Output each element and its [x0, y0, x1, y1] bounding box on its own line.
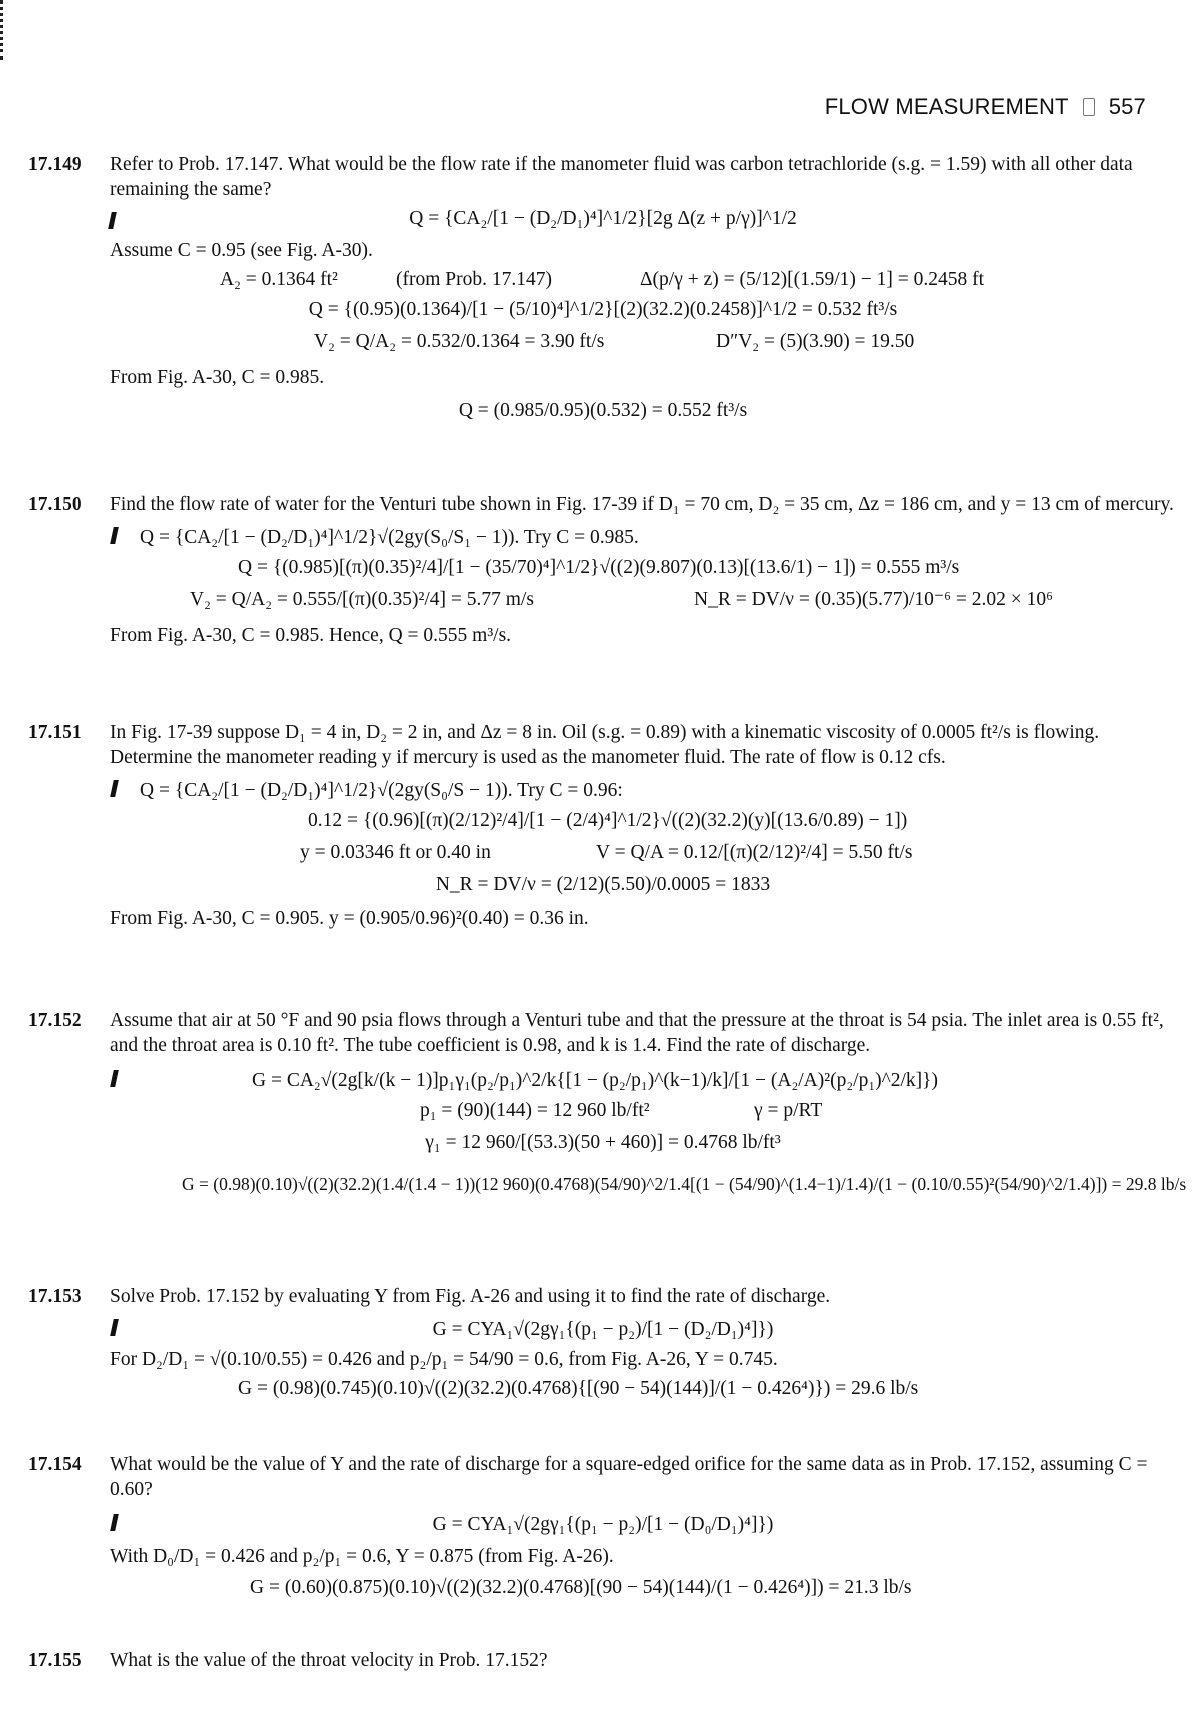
problem-text: What is the value of the throat velocity in Prob. 17.152? — [110, 1650, 548, 1671]
equation-line — [28, 553, 1178, 585]
note: From Fig. A-30, C = 0.985. Hence, Q = 0.555 m³/s. — [110, 625, 512, 646]
equation: γ₁ = 12 960/[(53.3)(50 + 460)] = 0.4768 lb/ft³ — [425, 1132, 781, 1153]
equation: Q = {CA₂/[1 − (D₂/D₁)⁴]^1/2}[2g Δ(z + p/γ)]^1/2 — [409, 208, 797, 229]
problem-text: Refer to Prob. 17.147. What would be the flow rate if the manometer fluid was carbon tetrachloride (s.g. = 1.59) with all other data remaining the same? — [110, 154, 1133, 200]
equation-line — [28, 521, 1178, 553]
problem-text: Solve Prob. 17.152 by evaluating Y from Fig. A-26 and using it to find the rate of discharge. — [110, 1286, 831, 1307]
equation-line — [28, 1096, 1178, 1128]
equation: G = CYA₁√(2gγ₁{(p₁ − p₂)/[1 − (D₂/D₁)⁴]}) — [432, 1319, 774, 1340]
solution-mark-icon — [110, 1070, 119, 1087]
problem-text: What would be the value of Y and the rate of discharge for a square-edged orifice for the same data as in Prob. 17.152, assuming C = 0.60? — [110, 1454, 1148, 1500]
page-header — [825, 94, 1146, 120]
equation-line — [28, 1064, 1178, 1096]
equation-line — [28, 1160, 1187, 1210]
problem-17-153 — [28, 1284, 1178, 1404]
equation: N_R = DV/ν = (0.35)(5.77)/10⁻⁶ = 2.02 × 10⁶ — [694, 589, 1053, 610]
equation: V₂ = Q/A₂ = 0.532/0.1364 = 3.90 ft/s — [314, 331, 605, 352]
box-glyph-icon — [1083, 98, 1095, 116]
equation: y = 0.03346 ft or 0.40 in — [300, 842, 491, 863]
equation-line — [28, 1569, 1178, 1601]
note: From Fig. A-30, C = 0.985. — [110, 367, 325, 388]
equation-line — [28, 1128, 1178, 1160]
equation: G = (0.60)(0.875)(0.10)√((2)(32.2)(0.4768)[(90 − 54)(144)/(1 − 0.426⁴)]) = 21.3 lb/s — [250, 1577, 912, 1598]
equation: A₂ = 0.1364 ft² — [220, 269, 338, 290]
solution-mark-icon — [110, 527, 119, 544]
problem-number: 17.154 — [28, 1454, 82, 1475]
equation: Δ(p/γ + z) = (5/12)[(1.59/1) − 1] = 0.2458 ft — [640, 269, 985, 290]
equation: p₁ = (90)(144) = 12 960 lb/ft² — [420, 1100, 650, 1121]
problem-text: Find the flow rate of water for the Venturi tube shown in Fig. 17-39 if D₁ = 70 cm, D₂ = 35 cm, Δz = 186 cm, and y = 13 cm of mercury. — [110, 494, 1174, 515]
scan-edge-mark — [0, 0, 6, 60]
note: From Fig. A-30, C = 0.905. y = (0.905/0.96)²(0.40) = 0.36 in. — [110, 908, 589, 929]
equation-line — [28, 394, 1178, 426]
note: With D₀/D₁ = 0.426 and p₂/p₁ = 0.6, Y = 0.875 (from Fig. A-26). — [110, 1546, 614, 1567]
solution-mark-icon — [110, 780, 119, 797]
problem-number: 17.155 — [28, 1650, 82, 1671]
equation: Q = {(0.985)[(π)(0.35)²/4]/[1 − (35/70)⁴]^1/2}√((2)(9.807)(0.13)[(13.6/1) − 1]) = 0.555 m³/s — [238, 557, 960, 578]
problem-17-154 — [28, 1452, 1178, 1601]
problem-17-155 — [28, 1648, 1178, 1673]
equation: V₂ = Q/A₂ = 0.555/[(π)(0.35)²/4] = 5.77 m/s — [190, 589, 534, 610]
equation-note: (from Prob. 17.147) — [396, 269, 552, 290]
equation: 0.12 = {(0.96)[(π)(2/12)²/4]/[1 − (2/4)⁴]^1/2}√((2)(32.2)(y)[(13.6/0.89) − 1]) — [308, 810, 908, 831]
problem-number: 17.151 — [28, 722, 82, 743]
equation: Q = {CA₂/[1 − (D₂/D₁)⁴]^1/2}√(2gy(S₀/S − 1)). Try C = 0.96: — [140, 780, 623, 801]
problem-17-150 — [28, 492, 1178, 648]
equation-line — [28, 206, 1178, 238]
equation: G = (0.98)(0.10)√((2)(32.2)(1.4/(1.4 − 1))(12 960)(0.4768)(54/90)^2/1.4[(1 − (54/90)^(1.4−1)/1.4)/(1 − (0.10/0.55)²(54/90)^2/1.4)]) = 29.8 lb/s — [182, 1174, 1187, 1194]
equation: Q = (0.985/0.95)(0.532) = 0.552 ft³/s — [458, 400, 748, 421]
note: Assume C = 0.95 (see Fig. A-30). — [110, 240, 373, 261]
problem-number: 17.149 — [28, 154, 82, 175]
equation: Q = {CA₂/[1 − (D₂/D₁)⁴]^1/2}√(2gy(S₀/S₁ − 1)). Try C = 0.985. — [140, 527, 639, 548]
section-title: FLOW MEASUREMENT — [824, 94, 1069, 119]
equation-line — [28, 585, 1178, 617]
equation-line — [28, 1372, 1178, 1404]
equation: D″V₂ = (5)(3.90) = 19.50 — [716, 331, 915, 352]
equation-line — [28, 806, 1178, 838]
equation: γ = p/RT — [754, 1100, 823, 1121]
equation: Q = {(0.95)(0.1364)/[1 − (5/10)⁴]^1/2}[(2)(32.2)(0.2458)]^1/2 = 0.532 ft³/s — [308, 299, 898, 320]
problem-text: In Fig. 17-39 suppose D₁ = 4 in, D₂ = 2 in, and Δz = 8 in. Oil (s.g. = 0.89) with a kinematic viscosity of 0.0005 ft²/s is flowing. Determine the manometer reading y if mercury is used as the manometer fluid. The rate of flow is 0.12 cfs. — [110, 722, 1100, 768]
equation-line — [28, 327, 1178, 359]
equation: G = CYA₁√(2gγ₁{(p₁ − p₂)/[1 − (D₀/D₁)⁴]}) — [432, 1514, 774, 1535]
equation-line — [28, 1508, 1178, 1540]
equation: N_R = DV/ν = (2/12)(5.50)/0.0005 = 1833 — [435, 874, 771, 895]
equation: G = CA₂√(2g[k/(k − 1)]p₁γ₁(p₂/p₁)^2/k{[1 − (p₂/p₁)^(k−1)/k]/[1 − (A₂/A)²(p₂/p₁)^2/k]}) — [252, 1070, 939, 1091]
equation-line — [28, 870, 1178, 902]
problem-text: Assume that air at 50 °F and 90 psia flows through a Venturi tube and that the pressure at the throat is 54 psia. The inlet area is 0.55 ft², and the throat area is 0.10 ft². The tube coefficient is 0.98, and k is 1.4. Find the rate of discharge. — [110, 1010, 1164, 1056]
equation-line — [28, 1313, 1178, 1345]
problem-number: 17.150 — [28, 494, 82, 515]
problem-number: 17.152 — [28, 1010, 82, 1031]
equation-line — [28, 774, 1178, 806]
equation-line — [28, 838, 1178, 870]
equation: G = (0.98)(0.745)(0.10)√((2)(32.2)(0.4768){[(90 − 54)(144)]/(1 − 0.426⁴)}) = 29.6 lb/s — [238, 1378, 919, 1399]
problem-17-149 — [28, 152, 1178, 426]
problem-17-152 — [28, 1008, 1187, 1210]
problem-number: 17.153 — [28, 1286, 82, 1307]
note: For D₂/D₁ = √(0.10/0.55) = 0.426 and p₂/p₁ = 54/90 = 0.6, from Fig. A-26, Y = 0.745. — [110, 1349, 778, 1370]
equation: V = Q/A = 0.12/[(π)(2/12)²/4] = 5.50 ft/s — [596, 842, 913, 863]
equation-line — [28, 263, 1178, 295]
equation-line — [28, 295, 1178, 327]
page-number: 557 — [1108, 94, 1146, 119]
problem-17-151 — [28, 720, 1178, 931]
